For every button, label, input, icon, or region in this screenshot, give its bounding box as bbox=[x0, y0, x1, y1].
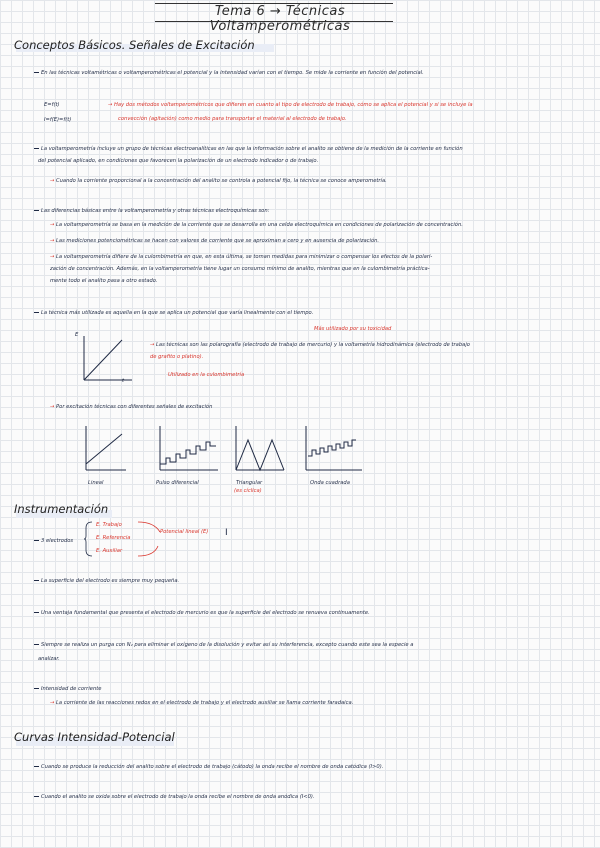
linear-ramp-graph bbox=[78, 332, 138, 388]
paragraph: Cuando el analito se oxida sobre el electrodo de trabajo la onda recibe el nombre de onda anódica (I<0). bbox=[34, 792, 594, 803]
paragraph: Intensidad de corriente bbox=[34, 684, 594, 695]
axis-label-t: t bbox=[122, 378, 125, 384]
signal-onda-cuadrada bbox=[306, 426, 362, 470]
paragraph: Una ventaja fundamental que presenta el electrodo de mercurio es que la superficie del electrodo se renueva continuamente. bbox=[34, 608, 594, 619]
section-heading-3: Curvas Intensidad-Potencial bbox=[14, 730, 175, 744]
paragraph: En las técnicas voltamétricas o voltamperométricas el potencial y la intensidad varían con el tiempo. Se mide la corriente en función del potencial. bbox=[34, 68, 594, 79]
electrodes-label: 3 electrodos bbox=[34, 536, 73, 547]
electrode-item: E. Trabajo bbox=[96, 522, 122, 528]
paragraph: analizar. bbox=[38, 656, 60, 662]
paragraph: → Las técnicas son las polarografía (electrodo de trabajo de mercurio) y la voltametría hidrodinámica (electrodo de trabajo bbox=[150, 342, 470, 348]
paragraph: → Por excitación técnicas con diferentes señales de excitación bbox=[50, 404, 213, 410]
paragraph: Las diferencias básicas entre la voltamperometría y otras técnicas electroquímicas son: bbox=[34, 206, 594, 217]
axis-label-e: E bbox=[75, 332, 79, 338]
paragraph: Siempre se realiza un purga con N₂ para eliminar el oxígeno de la disolución y evitar así su interferencia, excepto cuando este sea la especie a bbox=[34, 640, 594, 651]
section-heading-1: Conceptos Básicos. Señales de Excitación bbox=[14, 38, 255, 52]
signal-label: Onda cuadrada bbox=[310, 480, 350, 486]
paragraph: La voltamperometría incluye un grupo de técnicas electroanalíticas en las que la información sobre el analito se obtiene de la medición de la corriente en función bbox=[34, 144, 594, 155]
signal-label: Lineal bbox=[88, 480, 104, 486]
paragraph: La superficie del electrodo es siempre muy pequeña. bbox=[34, 576, 594, 587]
list-item: → La voltamperometría se basa en la medición de la corriente que se desarrolla en una celda electroquímica en condiciones de polarización de concentración. bbox=[50, 222, 463, 228]
signal-triangular bbox=[236, 426, 284, 470]
section-heading-2: Instrumentación bbox=[14, 502, 109, 516]
note: → Hay dos métodos voltamperométricos que difieren en cuanto al tipo de electrodo de trabajo, cómo se aplica el potencial y si se incluye la bbox=[108, 102, 473, 108]
signal-label: Triangular bbox=[236, 480, 263, 486]
equation-2: I=f(E)=f(t) bbox=[44, 117, 72, 123]
paragraph: Cuando se produce la reducción del analito sobre el electrodo de trabajo (cátodo) la onda recibe el nombre de onda catódica (I>0). bbox=[34, 762, 594, 773]
annotation: Utilizado en la culombimetría bbox=[168, 372, 245, 378]
signal-note: (es cíclica) bbox=[234, 488, 262, 494]
signal-pulso-diferencial bbox=[160, 426, 218, 470]
list-item: zación de concentración. Además, en la voltamperometría tiene lugar un consumo mínimo de analito, mientras que en la culombimetría práctica- bbox=[50, 266, 430, 272]
equation-1: E=f(t) bbox=[44, 102, 60, 108]
paragraph: → La corriente de las reacciones redox en el electrodo de trabajo y el electrodo auxiliar se llama corriente faradaica. bbox=[50, 700, 354, 706]
signal-label: Pulso diferencial bbox=[156, 480, 199, 486]
paragraph: de grafito o platino). bbox=[150, 354, 204, 360]
paragraph: → Cuando la corriente proporcional a la concentración del analito se controla a potencial fijo, la técnica se conoce amperometría. bbox=[50, 178, 387, 184]
current-symbol: I bbox=[225, 528, 228, 538]
excitation-signals bbox=[80, 420, 380, 480]
paragraph: La técnica más utilizada es aquella en la que se aplica un potencial que varía linealmente con el tiempo. bbox=[34, 308, 594, 319]
electrode-item: E. Auxiliar bbox=[96, 548, 123, 554]
annotation: Más utilizado por su toxicidad bbox=[314, 326, 392, 332]
list-item: → La voltamperometría difiere de la culombimetría en que, en esta última, se toman medidas para minimizar o compensar los efectos de la polari- bbox=[50, 254, 433, 260]
electrode-item: E. Referencia bbox=[96, 535, 131, 541]
potential-label: Potencial lineal (E) bbox=[160, 529, 209, 535]
list-item: mente todo el analito pasa a otro estado. bbox=[50, 278, 158, 284]
signal-lineal bbox=[86, 426, 126, 470]
note: convección (agitación) como medio para transportar el material al electrodo de trabajo. bbox=[118, 116, 347, 122]
page-title: Tema 6 → Técnicas Voltamperométricas bbox=[209, 4, 351, 34]
list-item: → Las mediciones potenciométricas se hacen con valores de corriente que se aproximan a cero y en ausencia de polarización. bbox=[50, 238, 380, 244]
paragraph: del potencial aplicado, en condiciones que favorecen la polarización de un electrodo indicador o de trabajo. bbox=[38, 158, 319, 164]
